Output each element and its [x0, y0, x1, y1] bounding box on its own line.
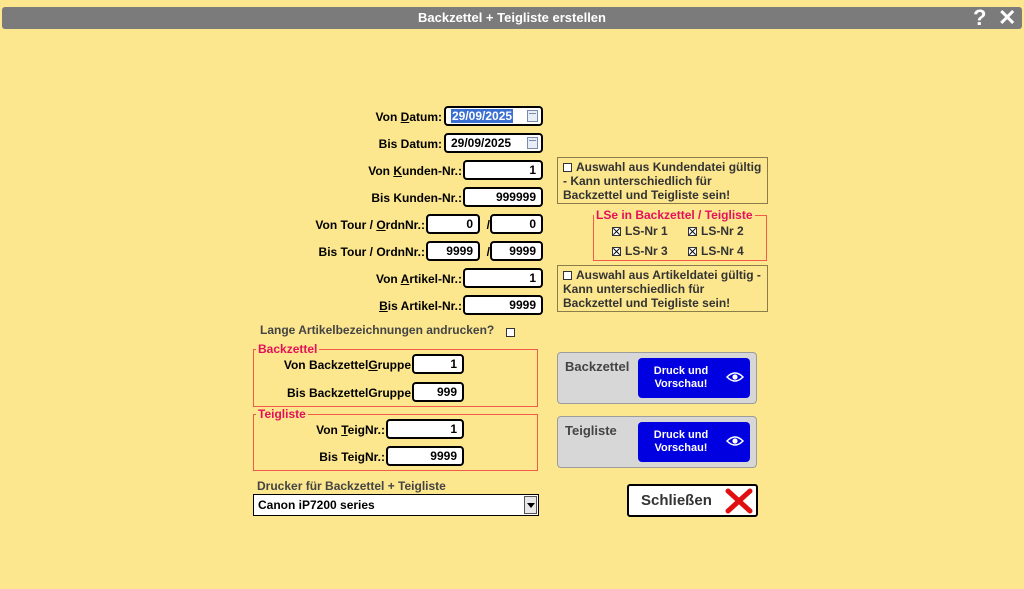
bis-backzettel-input[interactable]: 999 — [412, 382, 464, 402]
ls-1-checkbox[interactable] — [612, 227, 621, 236]
label-part: Von Backzettel — [283, 358, 369, 372]
label-accel: B — [379, 299, 388, 313]
ls-4-label: LS-Nr 4 — [701, 244, 744, 258]
von-kunden-label — [300, 164, 462, 178]
bis-datum-value: 29/09/2025 — [451, 136, 512, 150]
von-datum-label — [300, 110, 442, 124]
label-accel: T — [341, 423, 348, 437]
tour-separator: / — [486, 245, 490, 259]
ls-3-checkbox[interactable] — [612, 247, 621, 256]
bis-kunden-input[interactable]: 999999 — [463, 187, 543, 207]
label-part: Von — [375, 272, 401, 286]
lange-checkbox[interactable] — [506, 328, 515, 337]
label-accel: D — [400, 110, 410, 124]
teigliste-panel — [557, 416, 757, 468]
drucker-value: Canon iP7200 series — [258, 498, 375, 512]
von-datum-value: 29/09/2025 — [452, 109, 513, 123]
bis-tour-input[interactable]: 9999 — [426, 241, 480, 261]
teigliste-panel-title: Teigliste — [565, 423, 617, 438]
bis-teig-input[interactable]: 9999 — [386, 446, 464, 466]
help-icon[interactable]: ? — [973, 5, 987, 30]
bis-ordn-input[interactable]: 9999 — [490, 241, 543, 261]
bis-kunden-label: Bis Kunden-Nr.: — [371, 191, 462, 205]
bis-tour-label: Bis Tour / OrdnNr.: — [318, 245, 425, 259]
print-label — [638, 365, 724, 391]
von-teig-input[interactable]: 1 — [386, 419, 464, 439]
ls-group-legend: LSe in Backzettel / Teigliste — [596, 208, 753, 222]
von-kunden-input[interactable]: 1 — [463, 160, 543, 180]
bis-datum-label: Bis Datum: — [378, 137, 442, 151]
von-teig-label — [260, 423, 385, 437]
label-part: ruppe — [377, 358, 411, 372]
label-part: unden-Nr.: — [402, 164, 462, 178]
close-icon[interactable]: ✕ — [998, 5, 1017, 30]
drucker-select[interactable] — [253, 494, 539, 516]
label-part: atum: — [409, 110, 442, 124]
label-part: Von — [368, 164, 394, 178]
backzettel-legend: Backzettel — [258, 342, 318, 356]
drucker-label: Drucker für Backzettel + Teigliste — [257, 479, 446, 493]
kunden-checkbox[interactable] — [563, 163, 572, 172]
label-part: is Artikel-Nr.: — [387, 299, 462, 313]
label-part: rdnNr.: — [385, 218, 425, 232]
schliessen-label: Schließen — [641, 492, 712, 509]
artikel-info-box[interactable] — [557, 265, 768, 312]
bis-backzettel-label: Bis BackzettelGruppe — [286, 386, 411, 400]
schliessen-button[interactable] — [627, 484, 758, 517]
eye-icon — [726, 435, 744, 447]
von-backzettel-label — [260, 358, 411, 372]
print-label-line-2: Vorschau! — [654, 378, 708, 390]
bis-artikel-input[interactable]: 9999 — [463, 295, 543, 315]
ls-4-checkbox[interactable] — [688, 247, 697, 256]
von-datum-input[interactable] — [444, 106, 543, 126]
label-part: Von — [316, 423, 342, 437]
print-label-line-1: Druck und — [653, 365, 709, 377]
window-title: Backzettel + Teigliste erstellen — [418, 10, 606, 25]
ls-item-2[interactable] — [688, 224, 744, 238]
label-part: eigNr.: — [347, 423, 385, 437]
von-artikel-input[interactable]: 1 — [463, 268, 543, 288]
teigliste-legend: Teigliste — [258, 407, 306, 421]
title-bar — [0, 0, 1024, 36]
label-accel: G — [368, 358, 378, 372]
von-ordn-input[interactable]: 0 — [490, 214, 543, 234]
teigliste-print-button[interactable] — [638, 422, 750, 462]
bis-datum-input[interactable] — [444, 133, 543, 153]
ls-1-label: LS-Nr 1 — [625, 224, 668, 238]
dropdown-arrow-icon[interactable] — [524, 496, 537, 514]
eye-icon — [726, 371, 744, 383]
von-tour-label — [280, 218, 425, 232]
backzettel-print-button[interactable] — [638, 358, 750, 398]
label-part: Von Tour / — [315, 218, 377, 232]
ls-3-label: LS-Nr 3 — [625, 244, 668, 258]
kunden-info-box[interactable] — [557, 157, 768, 204]
ls-item-1[interactable] — [612, 224, 668, 238]
bis-teig-label: Bis TeigNr.: — [319, 450, 385, 464]
artikel-info-text: Auswahl aus Artikeldatei gültig - Kann unterschiedlich für Backzettel und Teigliste sein! — [563, 268, 761, 310]
print-label-line-2: Vorschau! — [654, 442, 708, 454]
backzettel-panel-title: Backzettel — [565, 359, 630, 374]
artikel-checkbox[interactable] — [563, 271, 572, 280]
backzettel-panel — [557, 352, 757, 404]
ls-2-label: LS-Nr 2 — [701, 224, 744, 238]
bis-artikel-label — [300, 299, 462, 313]
von-tour-input[interactable]: 0 — [426, 214, 480, 234]
label-accel: K — [393, 164, 402, 178]
kunden-info-text: Auswahl aus Kundendatei gültig - Kann unterschiedlich für Backzettel und Teigliste sein! — [563, 160, 762, 202]
calendar-icon[interactable] — [527, 137, 538, 149]
label-part: rtikel-Nr.: — [409, 272, 462, 286]
title-bar-strip — [2, 7, 1022, 29]
von-backzettel-input[interactable]: 1 — [412, 354, 464, 374]
print-label — [638, 429, 724, 455]
lange-label: Lange Artikelbezeichnungen andrucken? — [260, 323, 495, 337]
tour-separator: / — [486, 218, 490, 232]
label-part: Von — [375, 110, 401, 124]
von-artikel-label — [300, 272, 462, 286]
ls-item-4[interactable] — [688, 244, 744, 258]
label-accel: A — [400, 272, 410, 286]
label-accel: O — [376, 218, 386, 232]
calendar-icon[interactable] — [527, 110, 538, 122]
red-x-icon — [725, 488, 753, 514]
ls-item-3[interactable] — [612, 244, 668, 258]
ls-2-checkbox[interactable] — [688, 227, 697, 236]
print-label-line-1: Druck und — [653, 429, 709, 441]
